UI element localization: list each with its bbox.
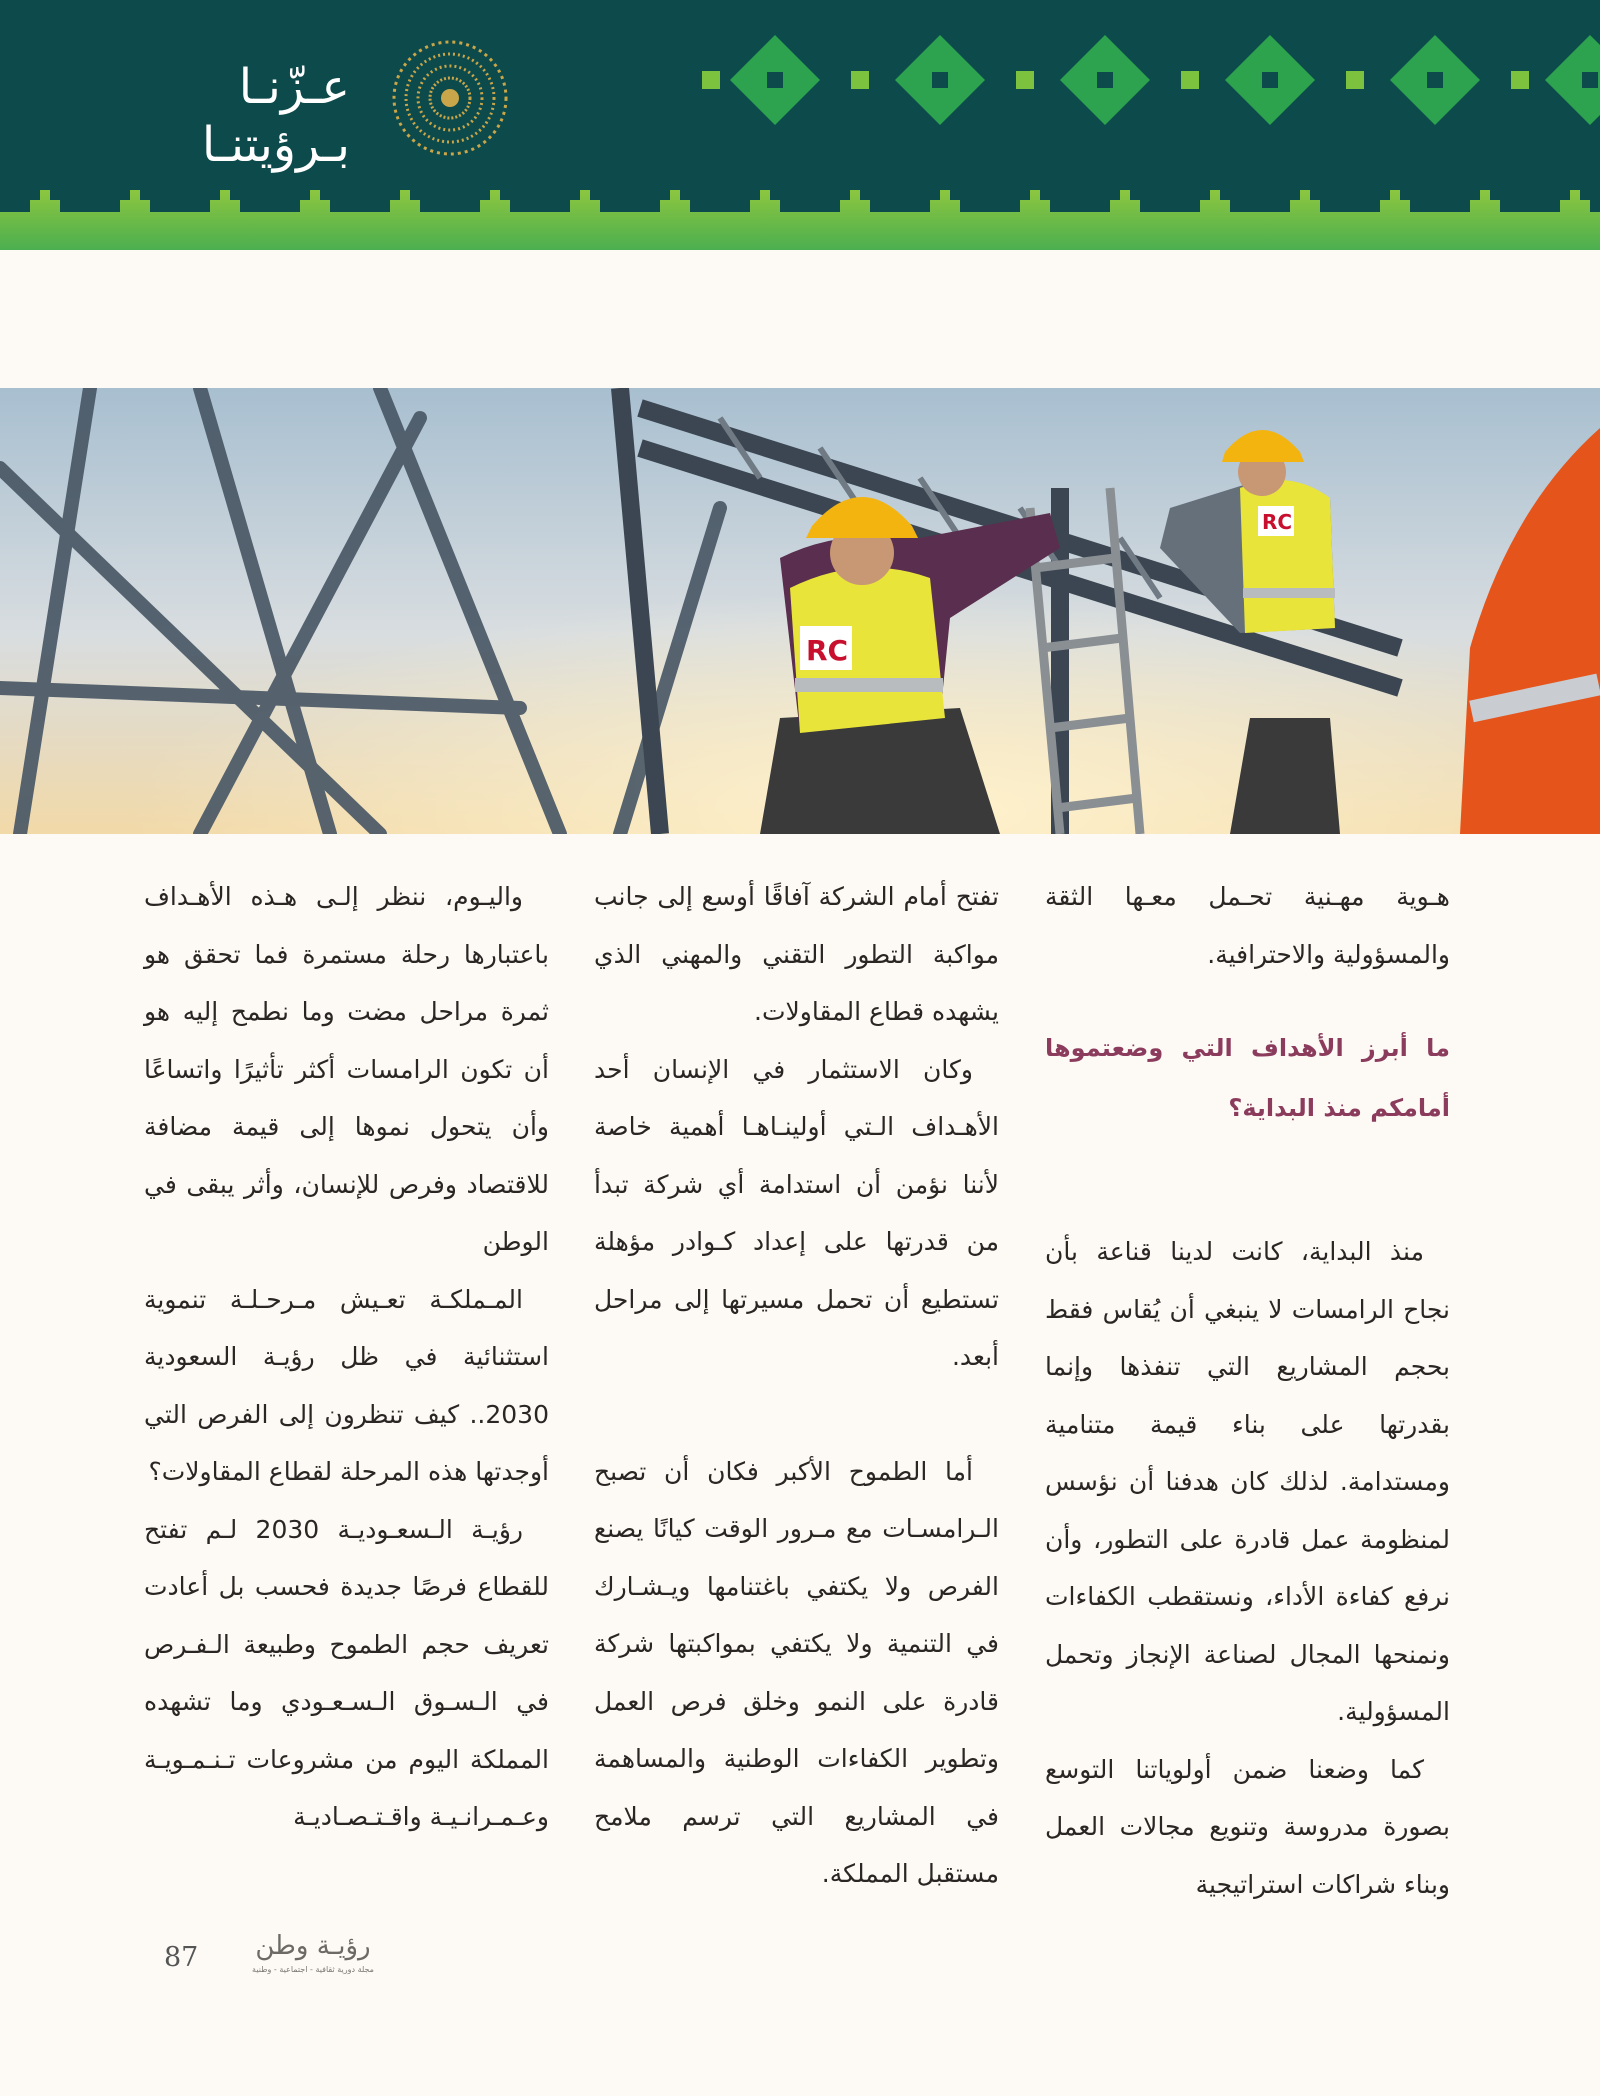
vest-logo-2: RC <box>1262 510 1293 534</box>
header-banner <box>0 0 1600 250</box>
vest-logo-1: RC <box>806 634 849 667</box>
article-paragraph: رؤيـة الـسعـوديـة 2030 لـم تفتح للقطاع فرصًا جديدة فحسب بل أعادت تعريف حجم الطموح وطبيعة الـفـرص في الـسـوق الـسـعـودي وما تشهده المملكة اليوم من مشروعات تـنـمـويـة وعـمـرانـيـة واقـتـصـاديـة <box>144 1514 549 1831</box>
article-column-middle <box>594 868 999 1903</box>
magazine-logo <box>238 1920 388 1984</box>
magazine-logo-text: رؤيـة وطن <box>255 1931 371 1961</box>
banner-title-line2: بـرؤيتنـا <box>201 117 350 173</box>
article-paragraph: أما الطموح الأكبر فكان أن تصبح الـرامسـات مع مـرور الوقت كيانًا يصنع الفرص ولا يكتفي باغتنامها ويـشـارك في التنمية ولا يكتفي بمواكبتها شركة قادرة على النمو وخلق فرص العمل وتطوير الكفاءات الوطنية والمساهمة في المشاريع التي ترسم ملامح مستقبل المملكة. <box>594 1456 999 1888</box>
article-paragraph: تفتح أمام الشركة آفاقًا أوسع إلى جانب مواكبة التطور التقني والمهني الذي يشهده قطاع المقاولات. <box>594 882 999 1026</box>
banner-title-line1: عـزّنـا <box>238 59 350 115</box>
vision-emblem-icon <box>394 42 506 154</box>
page-number: 87 <box>164 1942 199 1973</box>
article-paragraph: وكان الاستثمار في الإنسان أحد الأهـداف الـتي أولينـاهـا أهمية خاصة لأننا نؤمن أن استدامة أي شركة تبدأ من قدرتها على إعداد كـوادر مؤهلة تستطيع أن تحمل مسيرتها إلى مراحل أبعد. <box>594 1054 999 1371</box>
magazine-logo-subtitle: مجلة دورية ثقافية - اجتماعية - وطنية <box>252 1965 374 1974</box>
article-paragraph: المـملكـة تعـيش مـرحـلـة تنموية استثنائية في ظل رؤيـة السعودية 2030.. كيف تنظرون إلى الفرص التي أوجدتها هذه المرحلة لقطاع المقاولات؟ <box>144 1284 549 1486</box>
article-paragraph: منذ البداية، كانت لدينا قناعة بأن نجاح الرامسات لا ينبغي أن يُقاس فقط بحجم المشاريع التي تنفذها وإنما بقدرتها على بناء قيمة متنامية ومستدامة. لذلك كان هدفنا أن نؤسس لمنظومة عمل قادرة على التطور، وأن نرفع كفاءة الأداء، ونستقطب الكفاءات ونمنحها المجال لصناعة الإنجاز وتحمل المسؤولية. <box>1045 1237 1450 1726</box>
construction-photo <box>0 388 1600 834</box>
article-column-left <box>144 868 549 1846</box>
article-column-right <box>1045 868 1450 1913</box>
interview-question: ما أبرز الأهداف التي وضعتموها أمامكم منذ البداية؟ <box>1045 1034 1450 1122</box>
article-paragraph: كما وضعنا ضمن أولوياتنا التوسع بصورة مدروسة وتنويع مجالات العمل وبناء شراكات استراتيجية <box>1045 1754 1450 1899</box>
article-paragraph: هـوية مهـنية تحـمل معـها الثقة والمسؤولية والاحترافية. <box>1045 882 1450 969</box>
banner-title <box>150 58 350 174</box>
paragraph-spacer <box>594 1386 999 1443</box>
article-paragraph: واليـوم، ننظر إلـى هـذه الأهـداف باعتبارها رحلة مستمرة فما تحقق هو ثمرة مراحل مضت وما نطمح إليه هو أن تكون الرامسات أكثر تأثيرًا واتساعًا وأن يتحول نموها إلى قيمة مضافة للاقتصاد وفرص للإنسان، وأثر يبقى في الوطن <box>144 882 549 1256</box>
